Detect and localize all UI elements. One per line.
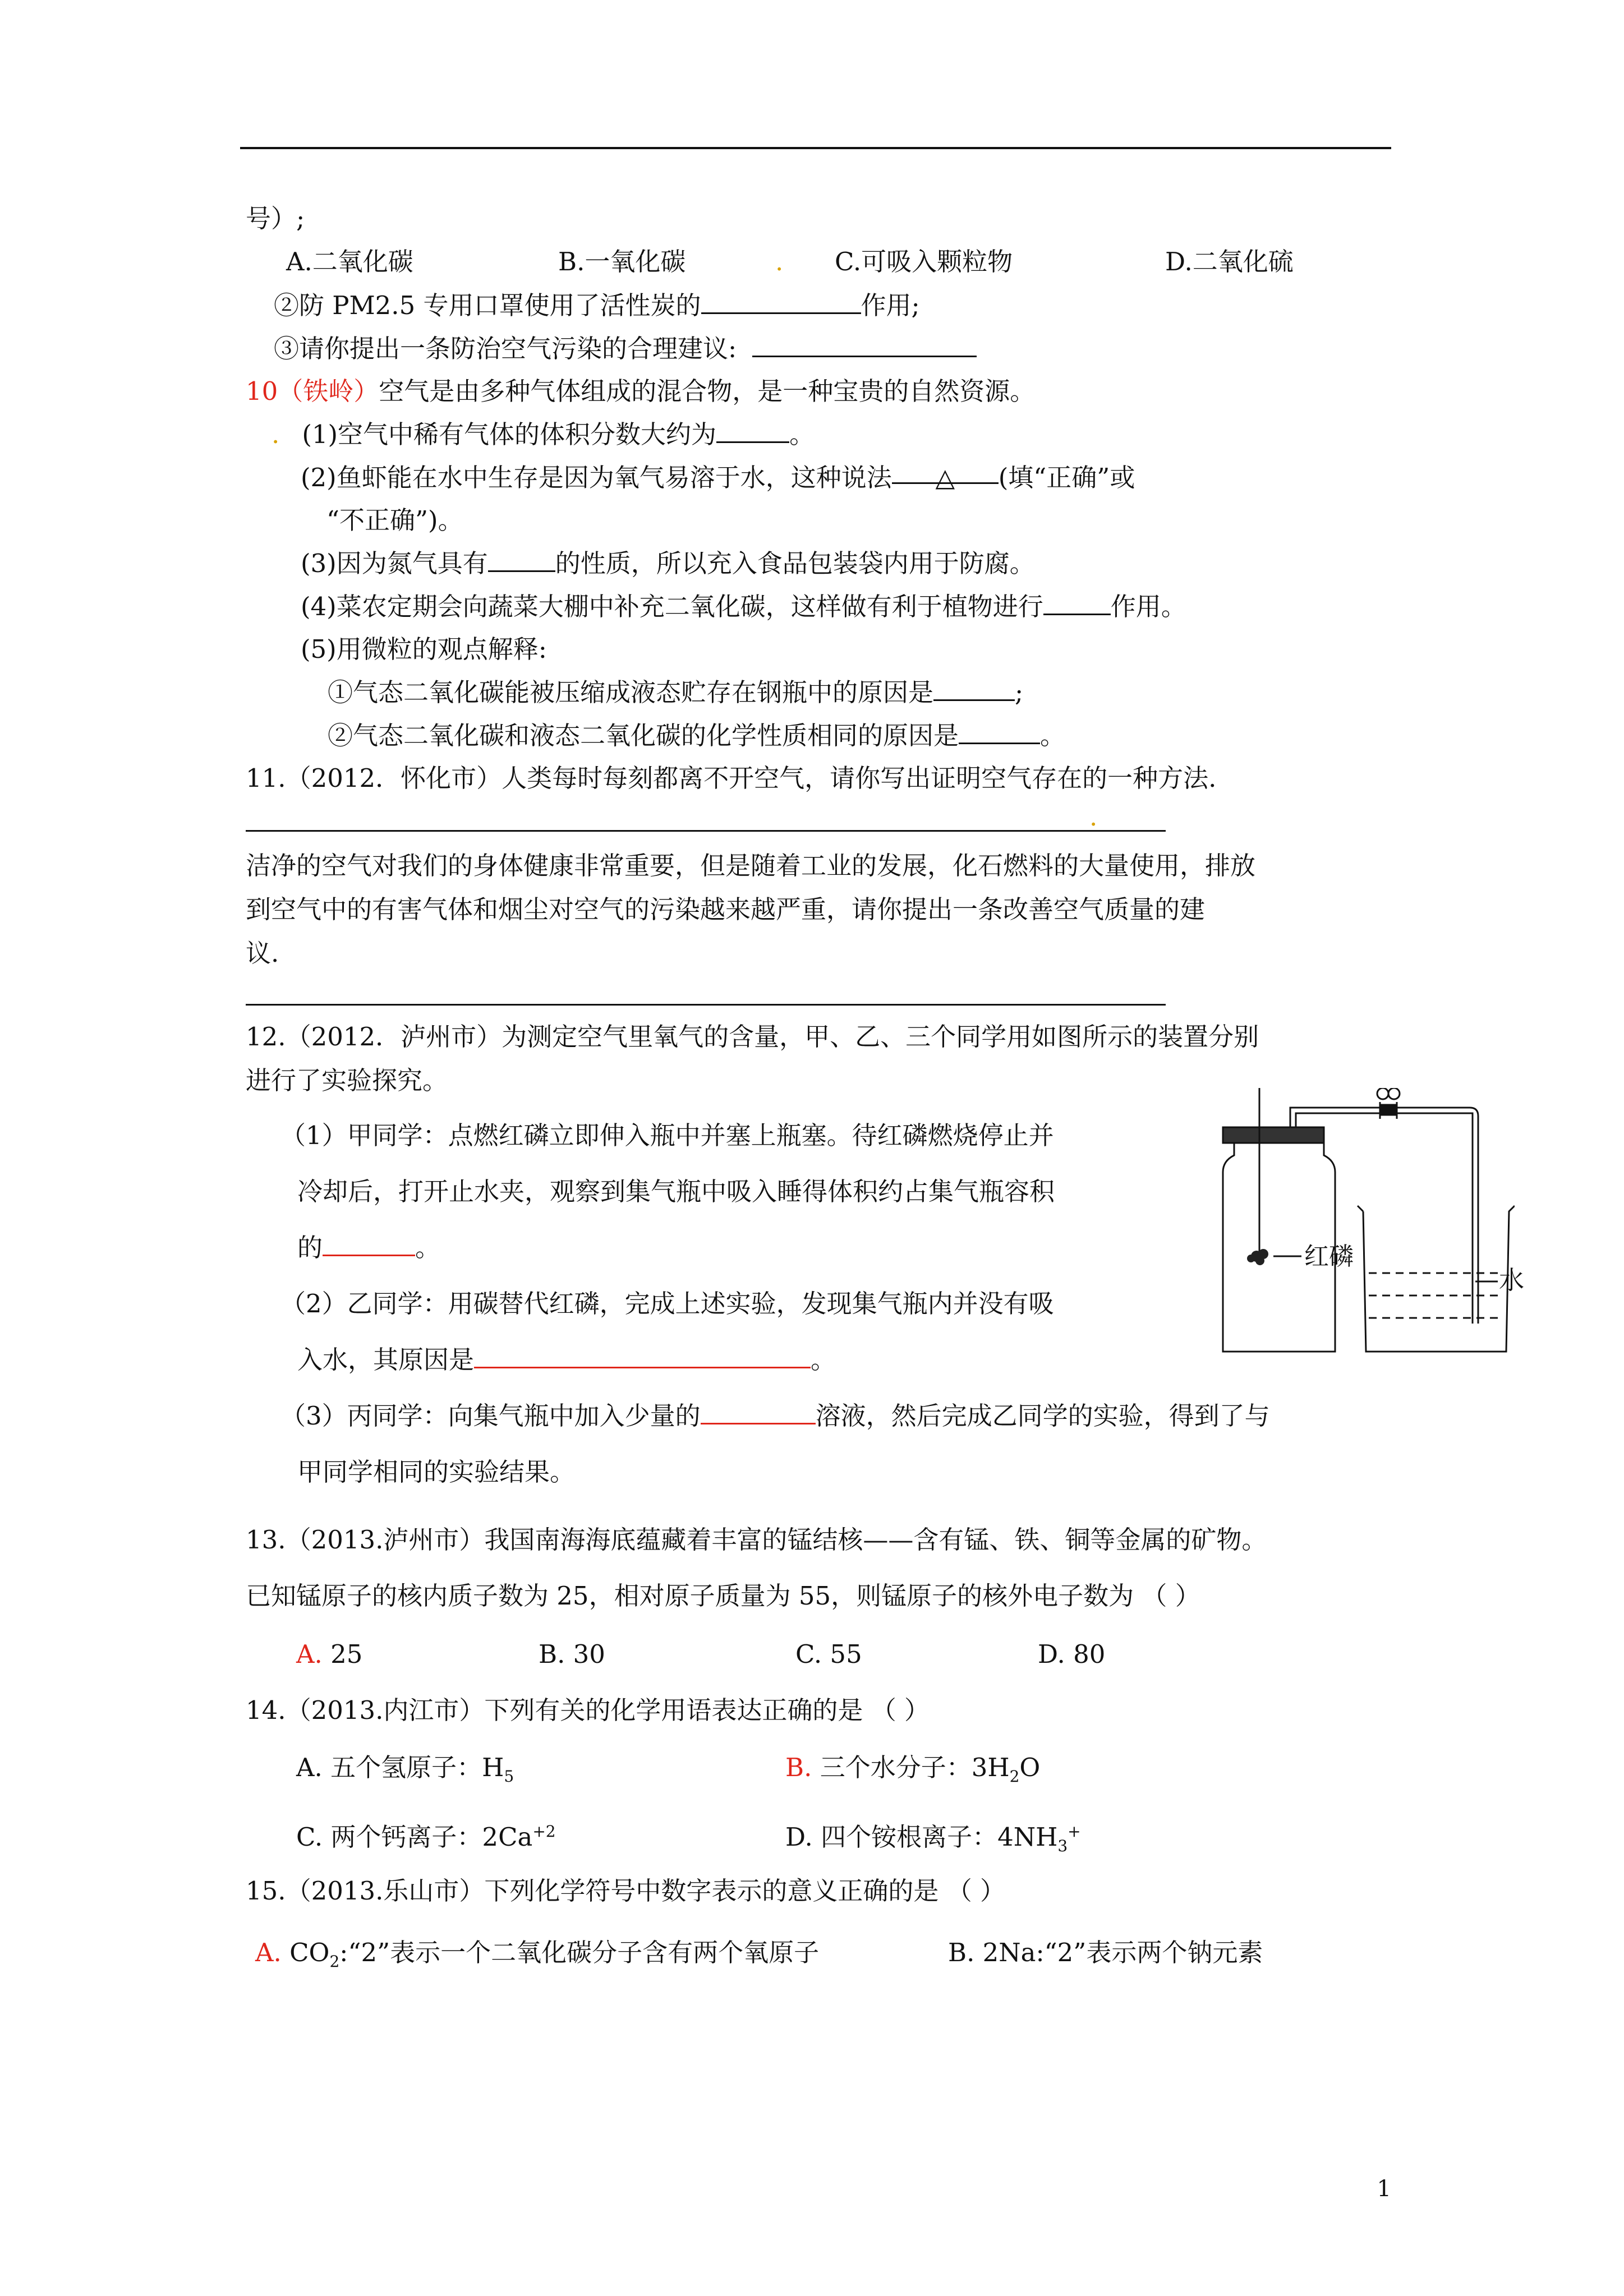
stopper [1223,1127,1324,1143]
q10-p3 [301,546,1035,582]
stray-mark: . [1089,802,1098,832]
q14-option-d [785,1814,1081,1864]
superscript: + [1068,1822,1081,1841]
q14-option-b [785,1750,1040,1795]
q10-p5a-text: ①气态二氧化碳能被压缩成液态贮存在钢瓶中的原因是 [328,677,934,707]
header-rule [240,147,1391,149]
q12-head2: 进行了实验探究。 [246,1066,448,1095]
q12-c1-text: （3）丙同学：向集气瓶中加入少量的 [280,1401,701,1431]
option-text: 25 [330,1639,363,1669]
q13-option-c: C. 55 [795,1639,862,1669]
q9-cont: 号）; [246,204,305,233]
q10-p5a-tail: ; [1015,677,1024,707]
superscript: +2 [532,1822,556,1841]
q12-b2-text: 入水，其原因是 [297,1345,475,1375]
answer-blank[interactable] [752,333,977,357]
answer-blank[interactable] [701,1400,816,1424]
answer-blank[interactable] [933,677,1015,701]
q10-p5b [328,718,1065,754]
q9-sub3 [274,331,977,367]
q10-p5b-text: ②气态二氧化碳和液态二氧化碳的化学性质相同的原因是 [328,721,959,750]
q12-a3 [297,1230,440,1266]
clamp-handle-left [1377,1088,1388,1099]
q15-head: 15.（2013.乐山市）下列化学符号中数字表示的意义正确的是 （ ） [246,1876,1006,1906]
label-phosphorus: 红磷 [1304,1243,1354,1270]
q12-b2 [297,1342,836,1378]
answer-blank[interactable] [323,1232,415,1256]
q10-p2-tail: (填“正确”或 [998,463,1135,492]
q15-option-a [255,1935,819,1980]
answer-blank[interactable] [474,1344,811,1368]
option-letter: B. [785,1753,812,1782]
q10-p5: (5)用微粒的观点解释: [301,634,547,664]
answer-blank[interactable] [959,720,1040,744]
q13-line2: 已知锰原子的核内质子数为 25，相对原子质量为 55，则锰原子的核外电子数为 （ ） [246,1581,1200,1611]
q10-p2-text: (2)鱼虾能在水中生存是因为氧气易溶于水，这种说法 [301,463,892,492]
subscript: 2 [1009,1767,1020,1786]
tube-right [1397,1108,1478,1324]
q12-a1: （1）甲同学：点燃红磷立即伸入瓶中并塞上瓶塞。待红磷燃烧停止并 [280,1121,1054,1150]
answer-blank[interactable] [701,290,861,314]
q11-head: 11.（2012．怀化市）人类每时每刻都离不开空气，请你写出证明空气存在的一种方法. [246,763,1217,793]
option-text: CO [289,1938,330,1967]
q10-p4-text: (4)菜农定期会向蔬菜大棚中补充二氧化碳，这样做有利于植物进行 [301,592,1043,621]
q10-p1-text: (1)空气中稀有气体的体积分数大约为 [302,419,717,449]
apparatus-diagram [1200,1088,1515,1357]
q10-p1-tail: 。 [789,419,815,449]
q12-c1 [280,1398,1270,1434]
q10-p4 [301,589,1186,625]
option-text: C. 两个钙离子：2Ca [296,1822,533,1852]
q14-option-a [296,1750,514,1795]
q10-p2 [301,460,1135,496]
label-water: 水 [1499,1266,1525,1294]
q12-c2: 甲同学相同的实验结果。 [297,1457,576,1487]
q12-b1: （2）乙同学：用碳替代红磷，完成上述实验，发现集气瓶内并没有吸 [280,1289,1054,1318]
q13-line1: 13.（2013.泸州市）我国南海海底蕴藏着丰富的锰结核——含有锰、铁、铜等金属的矿物。 [246,1525,1267,1555]
q11-line1: 洁净的空气对我们的身体健康非常重要，但是随着工业的发展，化石燃料的大量使用，排放 [246,851,1256,880]
q14-option-c [296,1814,556,1855]
subscript: 3 [1057,1837,1068,1855]
q12-head1: 12.（2012．泸州市）为测定空气里氧气的含量，甲、乙、三个同学用如图所示的装置分别 [246,1022,1259,1052]
beaker [1363,1206,1515,1352]
answer-line[interactable] [246,830,1166,832]
q12-a3-tail: 。 [415,1233,441,1262]
page-number: 1 [1377,2176,1391,2202]
q9-sub3-text: ③请你提出一条防治空气污染的合理建议: [274,334,737,363]
q10-p5a [328,675,1023,711]
q10-source: 10（铁岭） [246,376,379,406]
q12-a3-text: 的 [297,1233,323,1262]
q10-p3-text: (3)因为氮气具有 [301,548,488,578]
q15-option-b: B. 2Na:“2”表示两个钠元素 [948,1938,1263,1967]
stray-mark: . [775,247,784,276]
clamp [1380,1105,1397,1115]
q9-option-a: A.二氧化碳 [286,247,413,276]
q9-option-b: B.一氧化碳 [558,247,686,276]
option-text: A. 五个氢原子：H [296,1753,504,1782]
subscript: 5 [504,1767,514,1786]
q10-stem: 空气是由多种气体组成的混合物，是一种宝贵的自然资源。 [379,376,1036,406]
q11-line2: 到空气中的有害气体和烟尘对空气的污染越来越严重，请你提出一条改善空气质量的建 [246,895,1206,924]
q13-option-d: D. 80 [1038,1639,1106,1669]
triangle-mark: △ [935,463,955,492]
q10-p4-tail: 作用。 [1110,592,1186,621]
q10-p3-tail: 的性质，所以充入食品包装袋内用于防腐。 [555,548,1035,578]
option-tail: O [1019,1753,1041,1782]
q10-p2-cont: “不正确”)。 [326,505,463,535]
q12-c1-tail: 溶液，然后完成乙同学的实验，得到了与 [815,1401,1270,1431]
answer-line[interactable] [246,1004,1166,1006]
option-tail: :“2”表示一个二氧化碳分子含有两个氧原子 [339,1938,820,1967]
answer-blank[interactable] [488,548,555,572]
q14-head: 14.（2013.内江市）下列有关的化学用语表达正确的是 （ ） [246,1695,930,1725]
answer-blank[interactable] [716,419,789,443]
q11-line3: 议. [246,938,279,968]
stray-mark: . [272,419,280,449]
subscript: 2 [329,1952,340,1971]
answer-blank[interactable] [892,460,999,492]
q10-p1 [272,417,815,453]
option-letter: A. [255,1938,282,1967]
option-text: 三个水分子：3H [820,1753,1010,1782]
option-text: D. 四个铵根离子：4NH [785,1822,1058,1852]
q9-sub2-tail: 作用; [861,291,920,320]
q9-option-d: D.二氧化硫 [1165,247,1294,276]
q10-head [246,374,1035,409]
q12-b2-tail: 。 [811,1345,836,1375]
q13-option-a [296,1636,362,1672]
q9-option-c: C.可吸入颗粒物 [835,247,1013,276]
tube-left [1290,1108,1380,1127]
q13-option-b: B. 30 [539,1639,605,1669]
clamp-handle-right [1388,1088,1400,1099]
q9-sub2-text: ②防 PM2.5 专用口罩使用了活性炭的 [274,291,701,320]
q12-a2: 冷却后，打开止水夹，观察到集气瓶中吸入睡得体积约占集气瓶容积 [297,1177,1055,1206]
q9-sub2 [274,288,920,324]
answer-blank[interactable] [1043,591,1111,615]
q10-p5b-tail: 。 [1040,721,1066,750]
phosphorus-icon [1247,1249,1268,1265]
option-letter: A. [296,1639,323,1669]
